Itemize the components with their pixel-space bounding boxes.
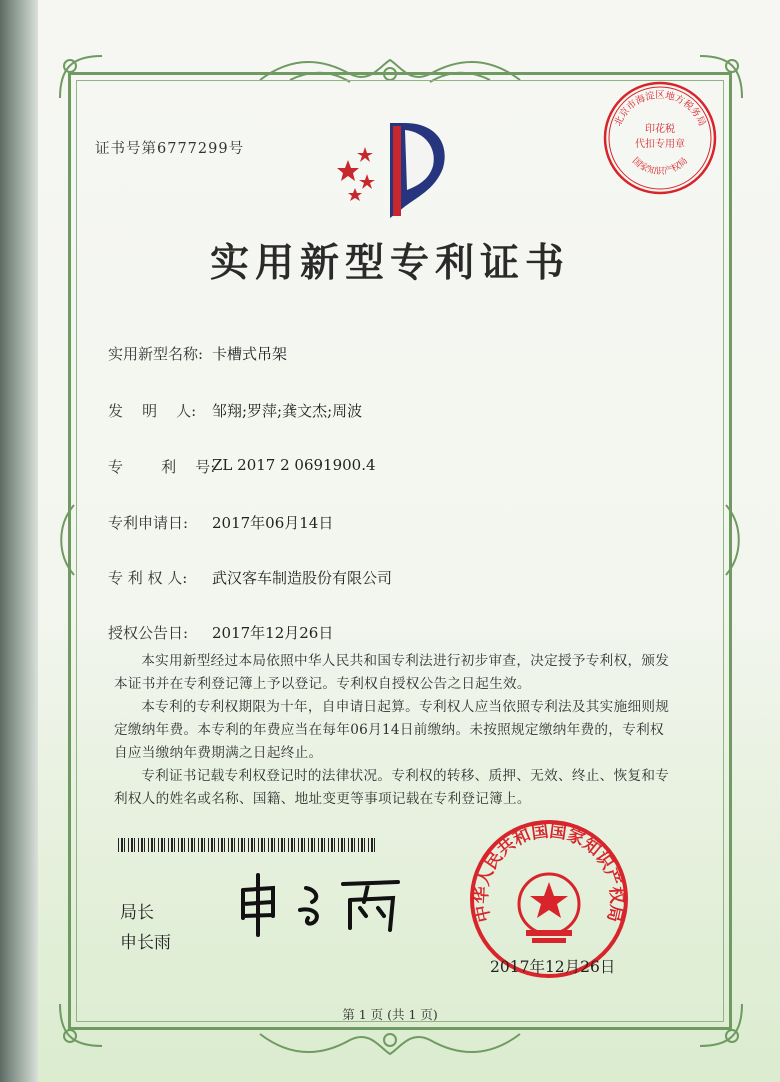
field-label-inventors: 发 明 人: (108, 402, 197, 420)
field-label-name: 实用新型名称: (108, 345, 204, 363)
patent-number: ZL 2017 2 0691900.4 (212, 456, 376, 474)
certificate-number: 证书号第6777299号 (95, 141, 245, 157)
tax-stamp-line2: 代扣专用章 (635, 139, 685, 150)
binding-strip (0, 0, 42, 1082)
certificate-title: 实用新型专利证书 (209, 240, 570, 286)
svg-text:国家知识产权局 (630, 155, 690, 177)
certificate-body (114, 650, 674, 811)
seal-ring-text: 中华人民共和国国家知识产权局 (471, 821, 627, 924)
field-label-grant-date: 授权公告日: (108, 624, 189, 642)
filing-date: 2017年06月14日 (212, 514, 334, 532)
body-paragraph: 本专利的专利权期限为十年，自申请日起算。专利权人应当依照专利法及其实施细则规定缴纳年费。本专利的年费应当在每年06月14日前缴纳。未按照规定缴纳年费的，专利权自应当缴纳年费期满之日起终止。 (114, 699, 670, 761)
patentee: 武汉客车制造股份有限公司 (212, 569, 393, 587)
page-footer: 第 1 页 (共 1 页) (342, 1007, 438, 1022)
director-signature (228, 870, 418, 940)
utility-model-name: 卡槽式吊架 (212, 345, 288, 363)
grant-date: 2017年12月26日 (212, 624, 334, 642)
inventors: 邹翔;罗萍;龚文杰;周波 (212, 402, 363, 420)
tax-stamp-ring-text: 北京市海淀区地方税务局 (612, 90, 708, 128)
field-label-filing-date: 专利申请日: (108, 514, 189, 532)
field-label-patent-number: 专 利 号: (108, 458, 216, 476)
tax-stamp (600, 78, 720, 198)
body-paragraph: 专利证书记载专利权登记时的法律状况。专利权的转移、质押、无效、终止、恢复和专利权人的姓名或名称、国籍、地址变更等事项记载在专利登记簿上。 (114, 768, 670, 807)
tax-stamp-bottom-text: 国家知识产权局 (629, 156, 691, 178)
barcode (118, 838, 378, 852)
field-label-patentee: 专 利 权 人: (108, 569, 188, 587)
patent-office-logo (335, 118, 455, 223)
director-name: 申长雨 (120, 933, 171, 953)
body-paragraph: 本实用新型经过本局依照中华人民共和国专利法进行初步审查，决定授予专利权，颁发本证书并在专利登记簿上予以登记。专利权自授权公告之日起生效。 (114, 653, 670, 692)
tax-stamp-line1: 印花税 (645, 124, 675, 135)
director-role: 局长 (120, 903, 154, 923)
issue-date: 2017年12月26日 (490, 958, 616, 976)
